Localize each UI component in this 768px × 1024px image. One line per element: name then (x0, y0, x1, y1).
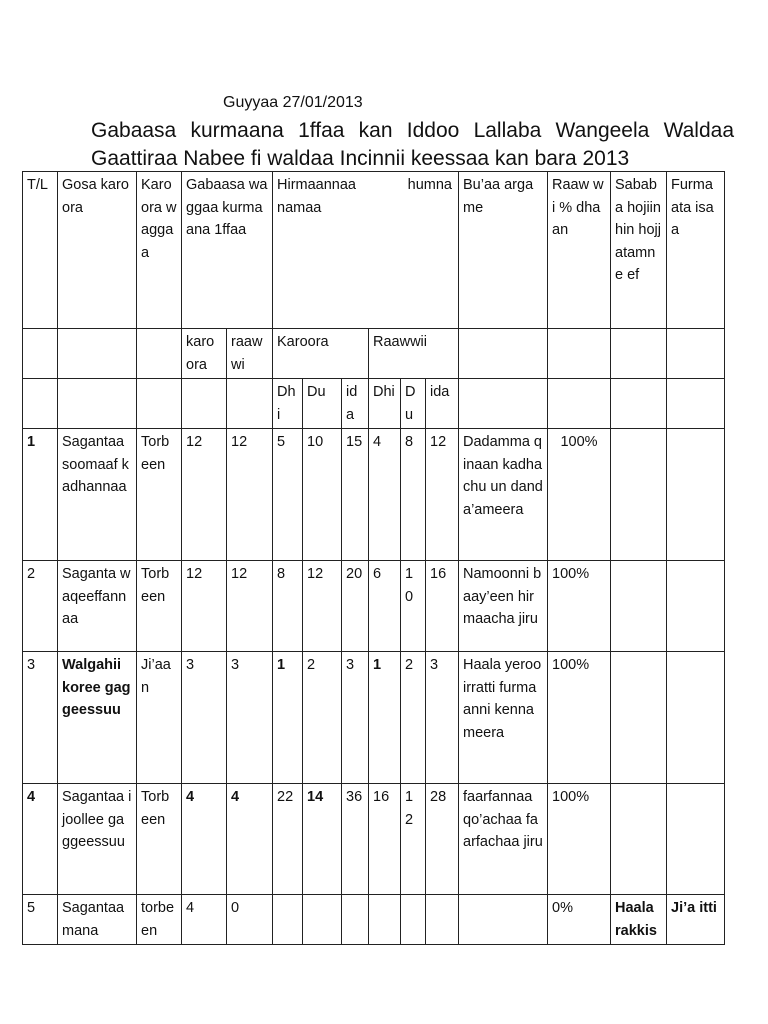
row-k-dhi: 1 (273, 652, 303, 784)
row-k-ida: 36 (342, 784, 369, 895)
row-raawwi: 0 (227, 895, 273, 945)
row-r-ida: 28 (426, 784, 459, 895)
row-k-du (303, 895, 342, 945)
row-raawwi: 12 (227, 429, 273, 561)
row-sababa (611, 784, 667, 895)
row-k-ida: 15 (342, 429, 369, 561)
header-hirmaannaa-word2: humna (407, 177, 452, 193)
table-row (23, 652, 725, 784)
row-r-ida: 16 (426, 561, 459, 652)
table-row (23, 895, 725, 945)
row-buaa: Namoonni baay’een hirmaacha jiru (459, 561, 548, 652)
header-furmaata: Furmaata isaa (667, 172, 725, 329)
row-r-du: 10 (401, 561, 426, 652)
row-k-dhi: 5 (273, 429, 303, 561)
row-k-dhi: 8 (273, 561, 303, 652)
row-r-dhi: 4 (369, 429, 401, 561)
subsubheader-row (23, 379, 725, 429)
header-buaa-argame: Bu’aa argame (459, 172, 548, 329)
row-r-dhi: 16 (369, 784, 401, 895)
header-row (23, 172, 725, 329)
subheader-karoora-du: Du (303, 379, 342, 429)
row-raawwii: 0% (548, 895, 611, 945)
header-tl: T/L (23, 172, 58, 329)
row-raawwii: 100% (548, 429, 611, 561)
row-gosa: Saganta waqeeffannaa (58, 561, 137, 652)
header-sababa: Sababa hojiin hin hojjatamne ef (611, 172, 667, 329)
row-raawwii: 100% (548, 652, 611, 784)
header-gabaasa: Gabaasa waggaa kurmaana 1ffaa (182, 172, 273, 329)
row-k-dhi (273, 895, 303, 945)
row-buaa (459, 895, 548, 945)
row-k-ida: 20 (342, 561, 369, 652)
row-number: 4 (23, 784, 58, 895)
row-karoora: 12 (182, 561, 227, 652)
header-hirmaannaa (273, 172, 459, 329)
subheader-row (23, 329, 725, 379)
report-date: Guyyaa 27/01/2013 (223, 94, 363, 111)
row-r-du (401, 895, 426, 945)
row-furmaata (667, 429, 725, 561)
row-gosa: Sagantaa ijoollee gaggeessuu (58, 784, 137, 895)
row-raawwi: 3 (227, 652, 273, 784)
header-hirmaannaa-word1: Hirmaannaa (277, 177, 356, 193)
row-raawwi: 12 (227, 561, 273, 652)
row-karoora-waggaa: Torbeen (137, 784, 182, 895)
report-table (22, 171, 725, 945)
table-row (23, 561, 725, 652)
row-r-dhi: 1 (369, 652, 401, 784)
row-karoora-waggaa: Torbeen (137, 561, 182, 652)
row-r-dhi: 6 (369, 561, 401, 652)
subheader-raawwii-du: Du (401, 379, 426, 429)
header-karoora-waggaa: Karoora waggaa (137, 172, 182, 329)
row-karoora-waggaa: Ji’aan (137, 652, 182, 784)
row-r-ida: 3 (426, 652, 459, 784)
header-gosa-karoora: Gosa karoora (58, 172, 137, 329)
subheader-hir-karoora: Karoora (273, 329, 369, 379)
row-k-ida (342, 895, 369, 945)
row-number: 2 (23, 561, 58, 652)
header-hirmaannaa-line2: namaa (277, 199, 322, 216)
row-furmaata (667, 652, 725, 784)
row-r-du: 8 (401, 429, 426, 561)
row-karoora-waggaa: Torbeen (137, 429, 182, 561)
row-karoora: 12 (182, 429, 227, 561)
subheader-raawwii-dhi: Dhi (369, 379, 401, 429)
row-gosa: Sagantaa mana (58, 895, 137, 945)
subheader-raawwii-ida: ida (426, 379, 459, 429)
report-title: Gabaasa kurmaana 1ffaa kan Iddoo Lallaba Wangeela Waldaa Gaattiraa Nabee fi waldaa Incinnii keessaa kan bara 2013 (91, 119, 734, 170)
row-karoora: 4 (182, 895, 227, 945)
row-sababa (611, 652, 667, 784)
table-row (23, 784, 725, 895)
subheader-hir-raawwii: Raawwii (369, 329, 459, 379)
row-number: 3 (23, 652, 58, 784)
row-buaa: faarfannaa qo’achaa faarfachaa jiru (459, 784, 548, 895)
row-number: 1 (23, 429, 58, 561)
row-raawwi: 4 (227, 784, 273, 895)
row-sababa (611, 561, 667, 652)
table-row (23, 429, 725, 561)
row-k-du: 2 (303, 652, 342, 784)
row-buaa: Dadamma qinaan kadhachu un danda’ameera (459, 429, 548, 561)
subheader-karoora-dhi: Dhi (273, 379, 303, 429)
row-k-du: 10 (303, 429, 342, 561)
row-number: 5 (23, 895, 58, 945)
row-gosa: Walgahii koree gaggeessuu (58, 652, 137, 784)
row-furmaata (667, 784, 725, 895)
row-karoora: 4 (182, 784, 227, 895)
row-gosa: Sagantaa soomaaf kadhannaa (58, 429, 137, 561)
header-raawwii-dhaan: Raaw wi % dhaan (548, 172, 611, 329)
subheader-karoora: karoora (182, 329, 227, 379)
subheader-karoora-ida: ida (342, 379, 369, 429)
row-buaa: Haala yeroo irratti furmaanni kennameera (459, 652, 548, 784)
row-karoora-waggaa: torbeen (137, 895, 182, 945)
row-raawwii: 100% (548, 561, 611, 652)
row-sababa: Haala rakkis (611, 895, 667, 945)
row-raawwii: 100% (548, 784, 611, 895)
row-k-dhi: 22 (273, 784, 303, 895)
row-k-ida: 3 (342, 652, 369, 784)
row-sababa (611, 429, 667, 561)
row-furmaata (667, 561, 725, 652)
row-r-ida (426, 895, 459, 945)
row-r-du: 2 (401, 652, 426, 784)
row-k-du: 12 (303, 561, 342, 652)
row-r-dhi (369, 895, 401, 945)
subheader-raawwi: raawwi (227, 329, 273, 379)
row-r-du: 12 (401, 784, 426, 895)
row-karoora: 3 (182, 652, 227, 784)
row-k-du: 14 (303, 784, 342, 895)
row-furmaata: Ji’a itti (667, 895, 725, 945)
row-r-ida: 12 (426, 429, 459, 561)
